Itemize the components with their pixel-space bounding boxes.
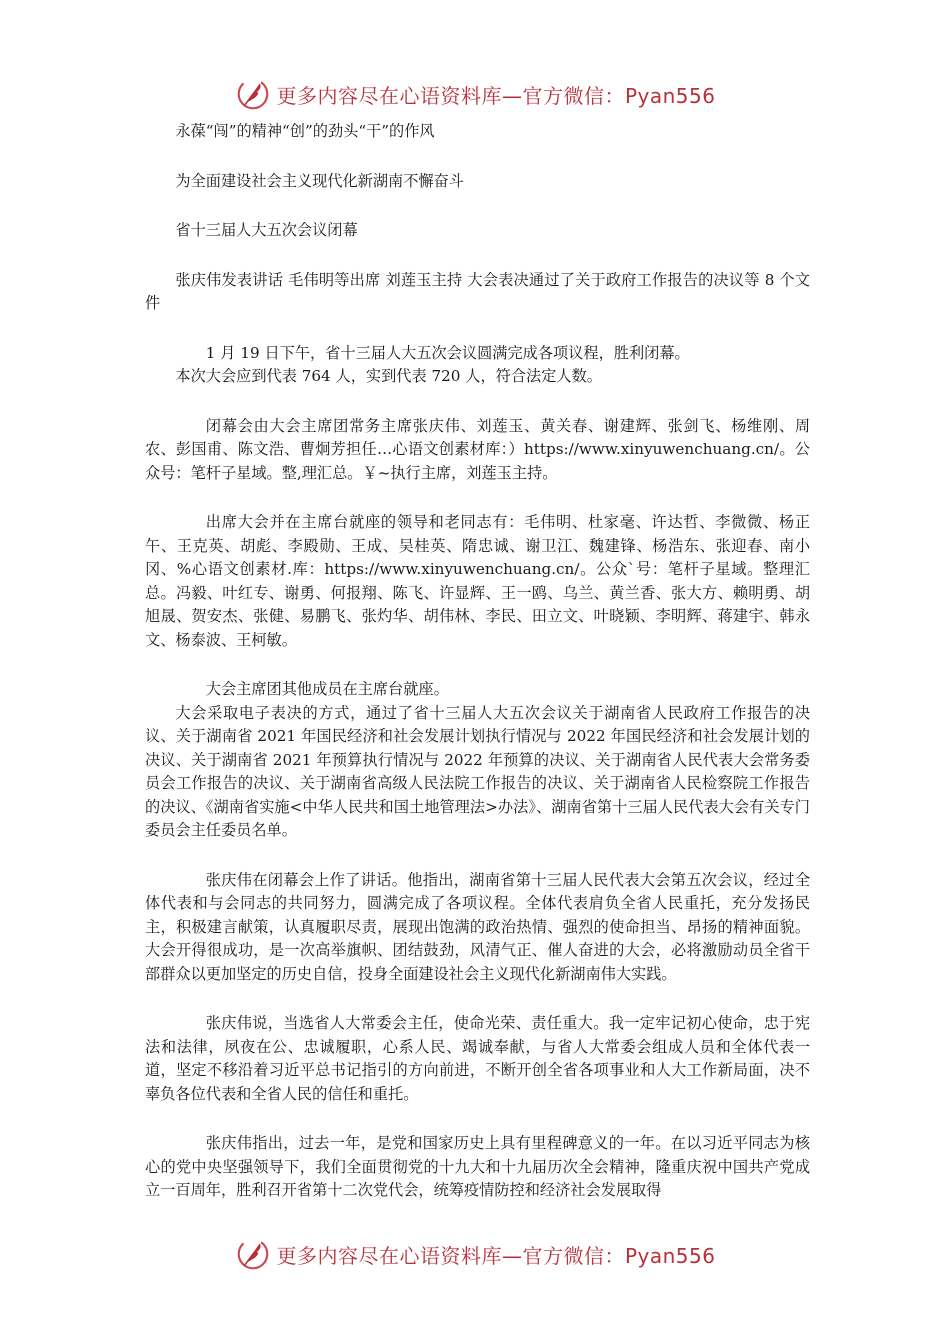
headline-1: 永葆“闯”的精神“创”的劲头“干”的作风 xyxy=(175,122,435,140)
article-body xyxy=(145,120,810,1203)
headline-2: 为全面建设社会主义现代化新湖南不懈奋斗 xyxy=(175,171,464,190)
quill-logo-icon xyxy=(234,1235,272,1273)
paragraph-speech: 张庆伟在闭幕会上作了讲话。他指出，湖南省第十三届人民代表大会第五次会议，经过全体代表和与会同志的共同努力，圆满完成了各项议程。全体代表肩负全省人民重托，充分发扬民主，积极建言献策，认真履职尽责，展现出饱满的政治热情、强烈的使命担当、昂扬的精神面貌。大会开得很成功，是一次高举旗帜、团结鼓劲，风清气正、催人奋进的大会，必将激励动员全省干部群众以更加坚定的历史自信，投身全面建设社会主义现代化新湖南伟大实践。 xyxy=(145,870,810,983)
banner-text: 更多内容尽在心语资料库—官方微信：Pyan556 xyxy=(276,1243,716,1268)
headline-3: 省十三届人大五次会议闭幕 xyxy=(175,221,358,239)
paragraph-attendance: 本次大会应到代表 764 人，实到代表 720 人，符合法定人数。 xyxy=(175,367,602,385)
paragraph-leaders: 出席大会并在主席台就座的领导和老同志有：毛伟明、杜家毫、许达哲、李微微、杨正午、王克英、胡彪、李殿勋、王成、吴桂英、隋忠诚、谢卫江、魏建锋、杨浩东、张迎春、南小冈、%心语文创素材.库：https://www.xinyuwenchuang.cn/。公众`号：笔杆子星域。整理汇总。冯毅、叶红专、谢勇、何报翔、陈飞、许显辉、王一鸥、乌兰、黄兰香、张大方、赖明勇、胡旭晟、贺安杰、张健、易鹏飞、张灼华、胡伟林、李民、田立文、叶晓颖、李明辉、蒋建宇、韩永文、杨泰波、王柯敏。 xyxy=(145,513,810,649)
header-banner xyxy=(0,72,950,116)
banner-text: 更多内容尽在心语资料库—官方微信：Pyan556 xyxy=(276,83,716,108)
paragraph-review: 张庆伟指出，过去一年，是党和国家历史上具有里程碑意义的一年。在以习近平同志为核心的党中央坚强领导下，我们全面贯彻党的十九大和十九届历次全会精神，隆重庆祝中国共产党成立一百周年，胜利召开省第十二次党代会，统筹疫情防控和经济社会发展取得 xyxy=(145,1134,810,1199)
footer-banner xyxy=(0,1232,950,1276)
paragraph-votes: 大会采取电子表决的方式，通过了省十三届人大五次会议关于湖南省人民政府工作报告的决议、关于湖南省 2021 年国民经济和社会发展计划执行情况与 2022 年国民经济和社会发展计划的决议、关于湖南省 2021 年预算执行情况与 2022 年预算的决议、关于湖南省人民代表大会常务委员会工作报告的决议、关于湖南省高级人民法院工作报告的决议、关于湖南省人民检察院工作报告的决议、《湖南省实施<中华人民共和国土地管理法>办法》、湖南省第十三届人民代表大会有关专门委员会主任委员名单。 xyxy=(145,703,810,839)
paragraph-opening: 1 月 19 日下午，省十三届人大五次会议圆满完成各项议程，胜利闭幕。 xyxy=(205,343,690,362)
paragraph-presidium: 闭幕会由大会主席团常务主席张庆伟、刘莲玉、黄关春、谢建辉、张剑飞、杨维刚、周农、彭国甫、陈文浩、曹炯芳担任…心语文创素材库：）https://www.xinyuwenchuang.cn/。公众号：笔杆子星域。整,理汇总。￥~执行主席，刘莲玉主持。 xyxy=(145,416,810,482)
quill-logo-icon xyxy=(234,75,272,113)
paragraph-members: 大会主席团其他成员在主席台就座。 xyxy=(205,680,449,698)
paragraph-commitment: 张庆伟说，当选省人大常委会主任，使命光荣、责任重大。我一定牢记初心使命，忠于宪法和法律，夙夜在公、忠诚履职，心系人民、竭诚奉献，与省人大常委会组成人员和全体代表一道，坚定不移沿着习近平总书记指引的方向前进，不断开创全省各项事业和人大工作新局面，决不辜负各位代表和全省人民的信任和重托。 xyxy=(145,1014,810,1103)
subtitle: 张庆伟发表讲话 毛伟明等出席 刘莲玉主持 大会表决通过了关于政府工作报告的决议等 8 个文件 xyxy=(145,270,810,312)
